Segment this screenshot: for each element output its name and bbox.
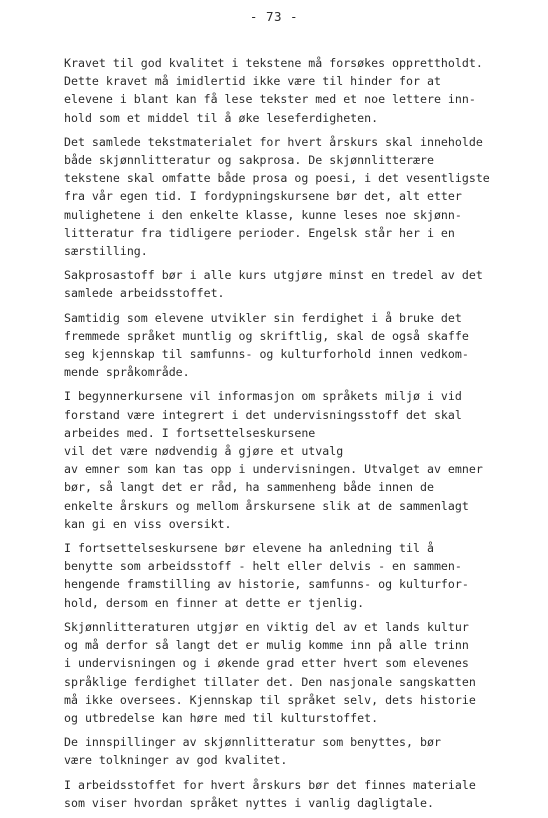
text-line: fremmede språket muntlig og skriftlig, skal de også skaffe bbox=[64, 328, 469, 343]
paragraph bbox=[64, 618, 494, 727]
text-line: språklige ferdighet tillater det. Den nasjonale sangskatten bbox=[64, 674, 476, 689]
document-body bbox=[64, 54, 494, 818]
text-line: De innspillinger av skjønnlitteratur som benyttes, bør bbox=[64, 735, 441, 750]
text-line: I fortsettelseskursene bør elevene ha anledning til å bbox=[64, 541, 434, 556]
text-line: Sakprosastoff bør i alle kurs utgjøre minst en tredel av det bbox=[64, 268, 483, 283]
text-line: særstilling. bbox=[64, 244, 148, 259]
text-line: hold som et middel til å øke leseferdigheten. bbox=[64, 110, 379, 125]
text-line: mulighetene i den enkelte klasse, kunne leses noe skjønn- bbox=[64, 207, 462, 222]
text-line: bør, så langt det er råd, ha sammenheng både innen de bbox=[64, 480, 434, 495]
text-line: I begynnerkursene vil informasjon om språkets miljø i vid bbox=[64, 389, 462, 404]
text-line: kan gi en viss oversikt. bbox=[64, 516, 232, 531]
paragraph bbox=[64, 387, 494, 533]
text-line: og må derfor så langt det er mulig komme inn på alle trinn bbox=[64, 638, 469, 653]
text-line: Det samlede tekstmaterialet for hvert årskurs skal inneholde bbox=[64, 134, 483, 149]
text-line: må ikke oversees. Kjennskap til språket selv, dets historie bbox=[64, 692, 476, 707]
paragraph bbox=[64, 266, 494, 302]
text-line: forstand være integrert i det undervisningsstoff det skal bbox=[64, 407, 462, 422]
text-line: hold, dersom en finner at dette er tjenlig. bbox=[64, 595, 365, 610]
text-line: være tolkninger av god kvalitet. bbox=[64, 753, 288, 768]
text-line: i undervisningen og i økende grad etter hvert som elevenes bbox=[64, 656, 469, 671]
text-line: I arbeidsstoffet for hvert årskurs bør det finnes materiale bbox=[64, 777, 476, 792]
text-line: arbeides med. I fortsettelseskursene bbox=[64, 425, 316, 440]
text-line: benytte som arbeidsstoff - helt eller delvis - en sammen- bbox=[64, 559, 462, 574]
text-line: Dette kravet må imidlertid ikke være til hinder for at bbox=[64, 74, 441, 89]
text-line: tekstene skal omfatte både prosa og poesi, i det vesentligste bbox=[64, 171, 490, 186]
text-line: mende språkområde. bbox=[64, 365, 190, 380]
text-line: seg kjennskap til samfunns- og kulturforhold innen vedkom- bbox=[64, 347, 469, 362]
text-line: hengende framstilling av historie, samfunns- og kulturfor- bbox=[64, 577, 469, 592]
text-line: vil det være nødvendig å gjøre et utvalg bbox=[64, 444, 344, 459]
text-line: som viser hvordan språket nyttes i vanlig dagligtale. bbox=[64, 795, 434, 810]
paragraph bbox=[64, 539, 494, 612]
text-line: elevene i blant kan få lese tekster med et noe lettere inn- bbox=[64, 92, 476, 107]
page-number: - 73 - bbox=[249, 9, 299, 24]
text-line: enkelte årskurs og mellom årskursene slik at de sammenlagt bbox=[64, 498, 469, 513]
paragraph bbox=[64, 309, 494, 382]
text-line: og utbredelse kan høre med til kulturstoffet. bbox=[64, 710, 379, 725]
text-line: litteratur fra tidligere perioder. Engelsk står her i en bbox=[64, 225, 455, 240]
text-line: fra vår egen tid. I fordypningskursene bør det, alt etter bbox=[64, 189, 462, 204]
paragraph bbox=[64, 776, 494, 812]
paragraph bbox=[64, 54, 494, 127]
text-line: både skjønnlitteratur og sakprosa. De skjønnlitterære bbox=[64, 153, 434, 168]
text-line: Skjønnlitteraturen utgjør en viktig del av et lands kultur bbox=[64, 619, 469, 634]
text-line: Samtidig som elevene utvikler sin ferdighet i å bruke det bbox=[64, 310, 462, 325]
text-line: av emner som kan tas opp i undervisningen. Utvalget av emner bbox=[64, 462, 483, 477]
paragraph bbox=[64, 733, 494, 769]
paragraph bbox=[64, 133, 494, 260]
text-line: Kravet til god kvalitet i tekstene må forsøkes opprettholdt. bbox=[64, 56, 483, 70]
text-line: samlede arbeidsstoffet. bbox=[64, 286, 225, 301]
